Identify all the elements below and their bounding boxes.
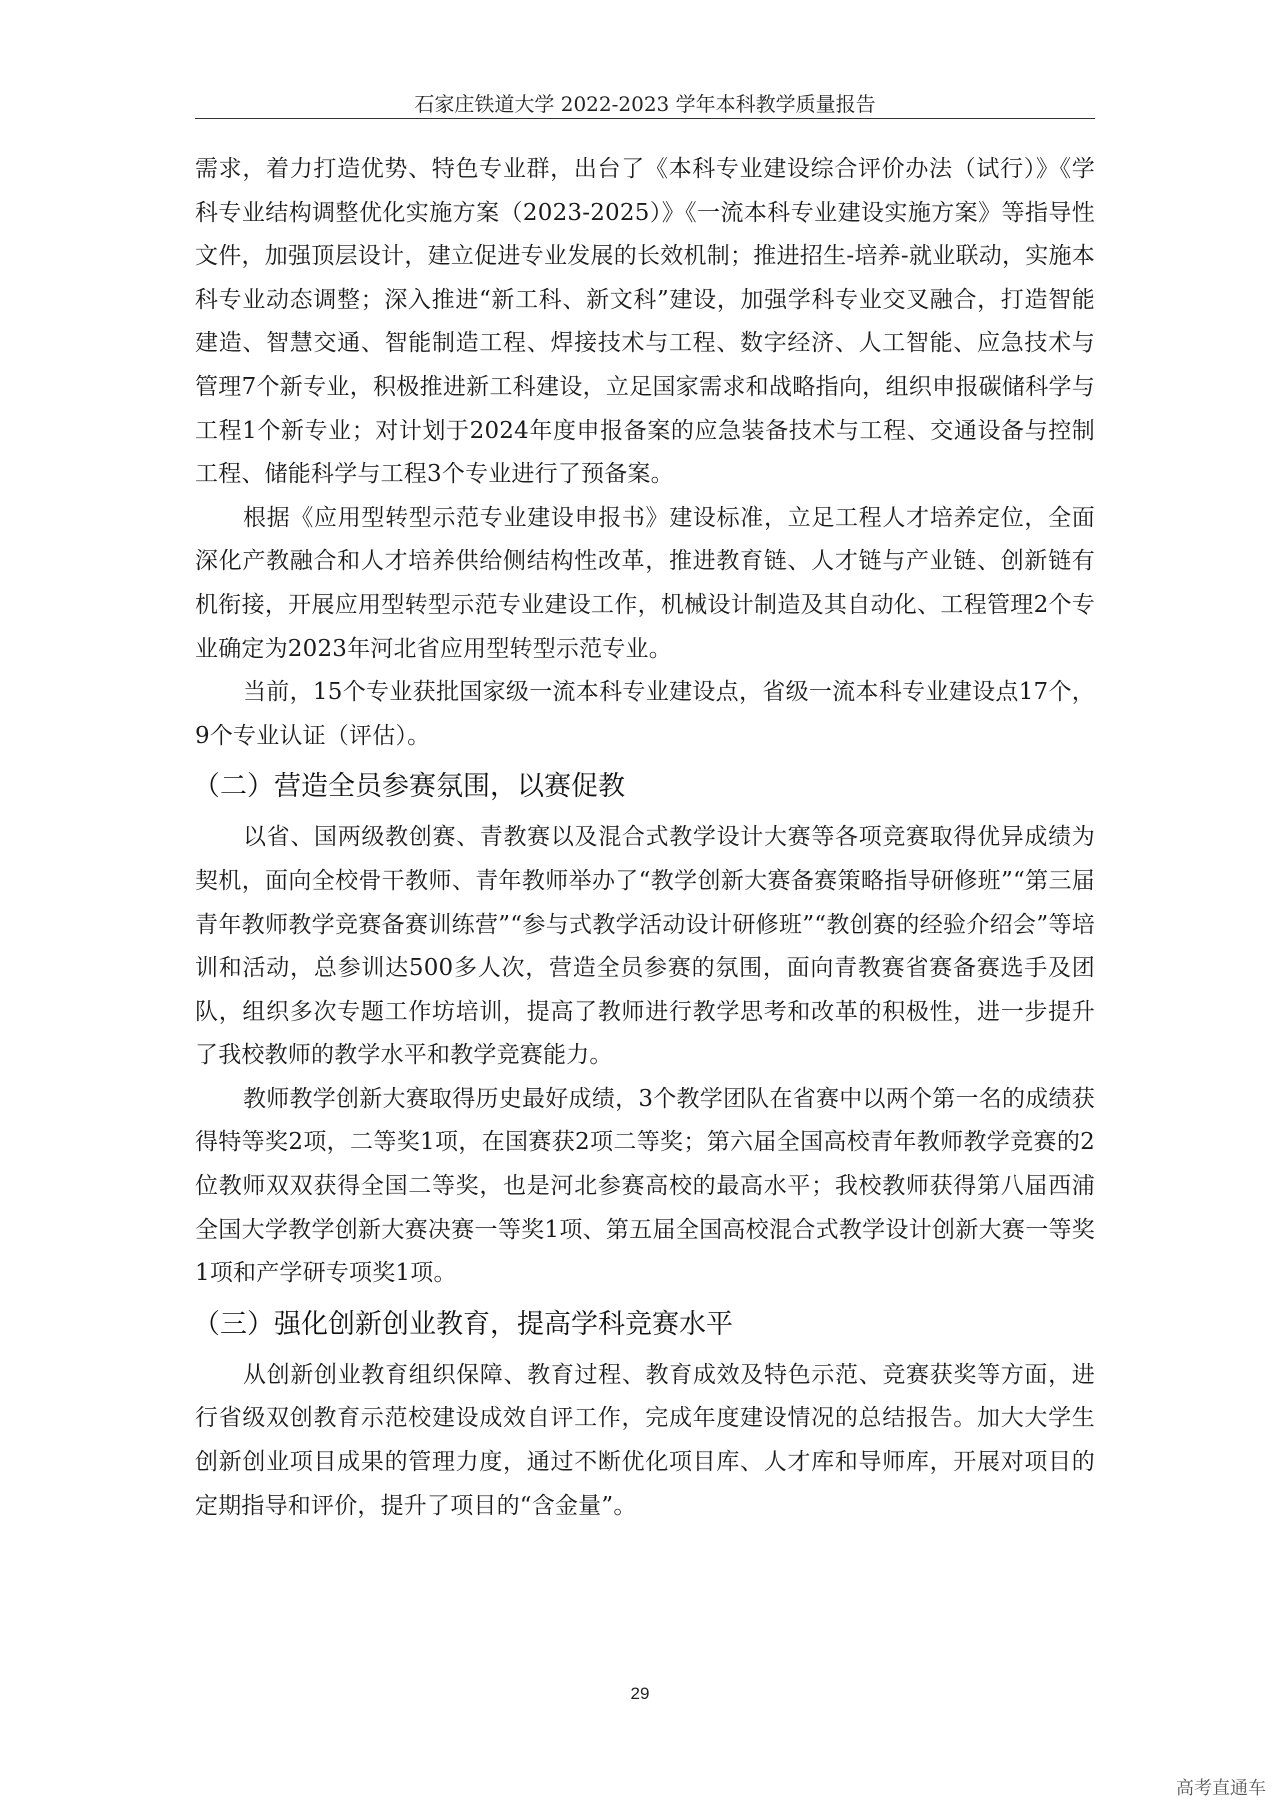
section-heading-2: （二）营造全员参赛氛围，以赛促教 xyxy=(193,771,625,803)
paragraph-1: 需求，着力打造优势、特色专业群，出台了《本科专业建设综合评价办法（试行）》《学科专业结构调整优化实施方案（2023-2025）》《一流本科专业建设实施方案》等指导性文件，加强顶层设计，建立促进专业发展的长效机制；推进招生-培养-就业联动，实施本科专业动态调整；深入推进“新工科、新文科”建设，加强学科专业交叉融合，打造智能建造、智慧交通、智能制造工程、焊接技术与工程、数字经济、人工智能、应急技术与管理7个新专业，积极推进新工科建设，立足国家需求和战略指向，组织申报碳储科学与工程1个新专业；对计划于2024年度申报备案的应急装备技术与工程、交通设备与控制工程、储能科学与工程3个专业进行了预备案。 xyxy=(195,156,1095,488)
page-body xyxy=(195,148,1095,1528)
header-divider xyxy=(195,118,1095,119)
page-number: 29 xyxy=(630,1684,650,1703)
running-header: 石家庄铁道大学 2022-2023 学年本科教学质量报告 xyxy=(414,92,876,116)
paragraph-4: 以省、国两级教创赛、青教赛以及混合式教学设计大赛等各项竞赛取得优异成绩为契机，面向全校骨干教师、青年教师举办了“教学创新大赛备赛策略指导研修班”“第三届青年教师教学竞赛备赛训练营”“参与式教学活动设计研修班”“教创赛的经验介绍会”等培训和活动，总参训达500多人次，营造全员参赛的氛围，面向青教赛省赛备赛选手及团队，组织多次专题工作坊培训，提高了教师进行教学思考和改革的积极性，进一步提升了我校教师的教学水平和教学竞赛能力。 xyxy=(195,824,1095,1069)
paragraph-5: 教师教学创新大赛取得历史最好成绩，3个教学团队在省赛中以两个第一名的成绩获得特等奖2项，二等奖1项，在国赛获2项二等奖；第六届全国高校青年教师教学竞赛的2位教师双双获得全国二等奖，也是河北参赛高校的最高水平；我校教师获得第八届西浦全国大学教学创新大赛决赛一等奖1项、第五届全国高校混合式教学设计创新大赛一等奖1项和产学研专项奖1项。 xyxy=(195,1085,1095,1287)
paragraph-2: 根据《应用型转型示范专业建设申报书》建设标准，立足工程人才培养定位，全面深化产教融合和人才培养供给侧结构性改革，推进教育链、人才链与产业链、创新链有机衔接，开展应用型转型示范专业建设工作，机械设计制造及其自动化、工程管理2个专业确定为2023年河北省应用型转型示范专业。 xyxy=(195,504,1095,662)
paragraph-6: 从创新创业教育组织保障、教育过程、教育成效及特色示范、竞赛获奖等方面，进行省级双创教育示范校建设成效自评工作，完成年度建设情况的总结报告。加大大学生创新创业项目成果的管理力度，通过不断优化项目库、人才库和导师库，开展对项目的定期指导和评价，提升了项目的“含金量”。 xyxy=(195,1361,1095,1519)
section-heading-3: （三）强化创新创业教育，提高学科竞赛水平 xyxy=(193,1308,733,1340)
watermark-text: 高考直通车 xyxy=(1176,1778,1266,1799)
paragraph-3: 当前，15个专业获批国家级一流本科专业建设点，省级一流本科专业建设点17个，9个专业认证（评估）。 xyxy=(195,679,1095,749)
